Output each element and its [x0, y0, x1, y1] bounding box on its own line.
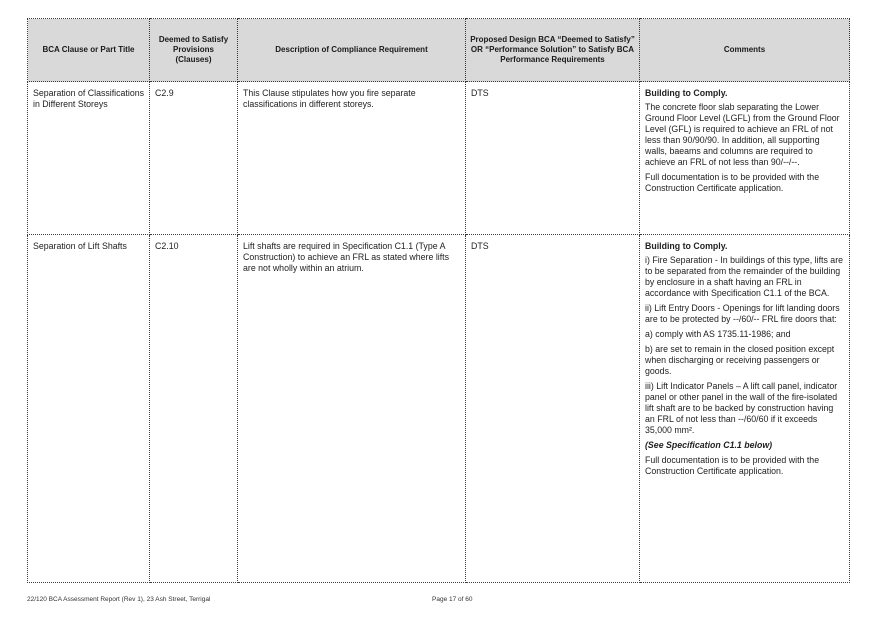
cell-proposed: DTS: [466, 82, 640, 235]
cell-description: This Clause stipulates how you fire separate classifications in different storeys.: [238, 82, 466, 235]
header-description: Description of Compliance Requirement: [238, 19, 466, 82]
comment-paragraph: The concrete floor slab separating the Lower Ground Floor Level (LGFL) from the Ground Floor Level (GFL) is required to achieve an FRL of not less than 90/90/90. In addition, all supporting walls, baeams and columns are required to achieve an FRL of not less than 90/--/--.: [645, 102, 840, 167]
comment-heading: Building to Comply.: [645, 88, 728, 98]
cell-comments: [640, 82, 850, 235]
comment-closing: Full documentation is to be provided with the Construction Certificate application.: [645, 455, 820, 476]
comment-paragraph: ii) Lift Entry Doors - Openings for lift landing doors are to be protected by --/60/-- FRL fire doors that:: [645, 303, 840, 324]
table-row: [28, 82, 850, 235]
cell-description: Lift shafts are required in Specification C1.1 (Type A Construction) to achieve an FRL as stated where lifts are not wholly within an atrium.: [238, 235, 466, 583]
comment-paragraph: i) Fire Separation - In buildings of this type, lifts are to be separated from the remainder of the building by enclosure in a shaft having an FRL in accordance with Specification C1.1 of the BCA.: [645, 255, 844, 298]
cell-clause-number: C2.10: [150, 235, 238, 583]
table-row: [28, 235, 850, 583]
header-comments: Comments: [640, 19, 850, 82]
cell-clause-number: C2.9: [150, 82, 238, 235]
bca-compliance-table: [27, 18, 850, 583]
comment-paragraph: b) are set to remain in the closed position except when discharging or receiving passengers or goods.: [645, 344, 835, 376]
comment-paragraph: a) comply with AS 1735.11-1986; and: [645, 329, 791, 339]
cell-proposed: DTS: [466, 235, 640, 583]
cell-clause-title: Separation of Classifications in Different Storeys: [28, 82, 150, 235]
cell-clause-title: Separation of Lift Shafts: [28, 235, 150, 583]
comment-paragraph: iii) Lift Indicator Panels – A lift call panel, indicator panel or other panel in the wall of the fire-isolated lift shaft are to be backed by construction having an FRL of not less than --/60/60 if it exceeds 35,000 mm².: [645, 381, 838, 435]
footer-report-reference: 22/120 BCA Assessment Report (Rev 1), 23 Ash Street, Terrigal: [27, 596, 211, 603]
comment-heading: Building to Comply.: [645, 241, 728, 251]
header-clause-title: BCA Clause or Part Title: [28, 19, 150, 82]
page-footer: [27, 596, 849, 608]
cell-comments: [640, 235, 850, 583]
header-proposed-design: Proposed Design BCA “Deemed to Satisfy” OR “Performance Solution” to Satisfy BCA Performance Requirements: [466, 19, 640, 82]
comment-emphasis: (See Specification C1.1 below): [645, 440, 773, 450]
comment-paragraph: Full documentation is to be provided with the Construction Certificate application.: [645, 172, 820, 193]
table-header-row: [28, 19, 850, 82]
report-page: [27, 18, 849, 583]
footer-page-number: Page 17 of 60: [432, 596, 473, 603]
header-dts-provisions: Deemed to Satisfy Provisions (Clauses): [150, 19, 238, 82]
